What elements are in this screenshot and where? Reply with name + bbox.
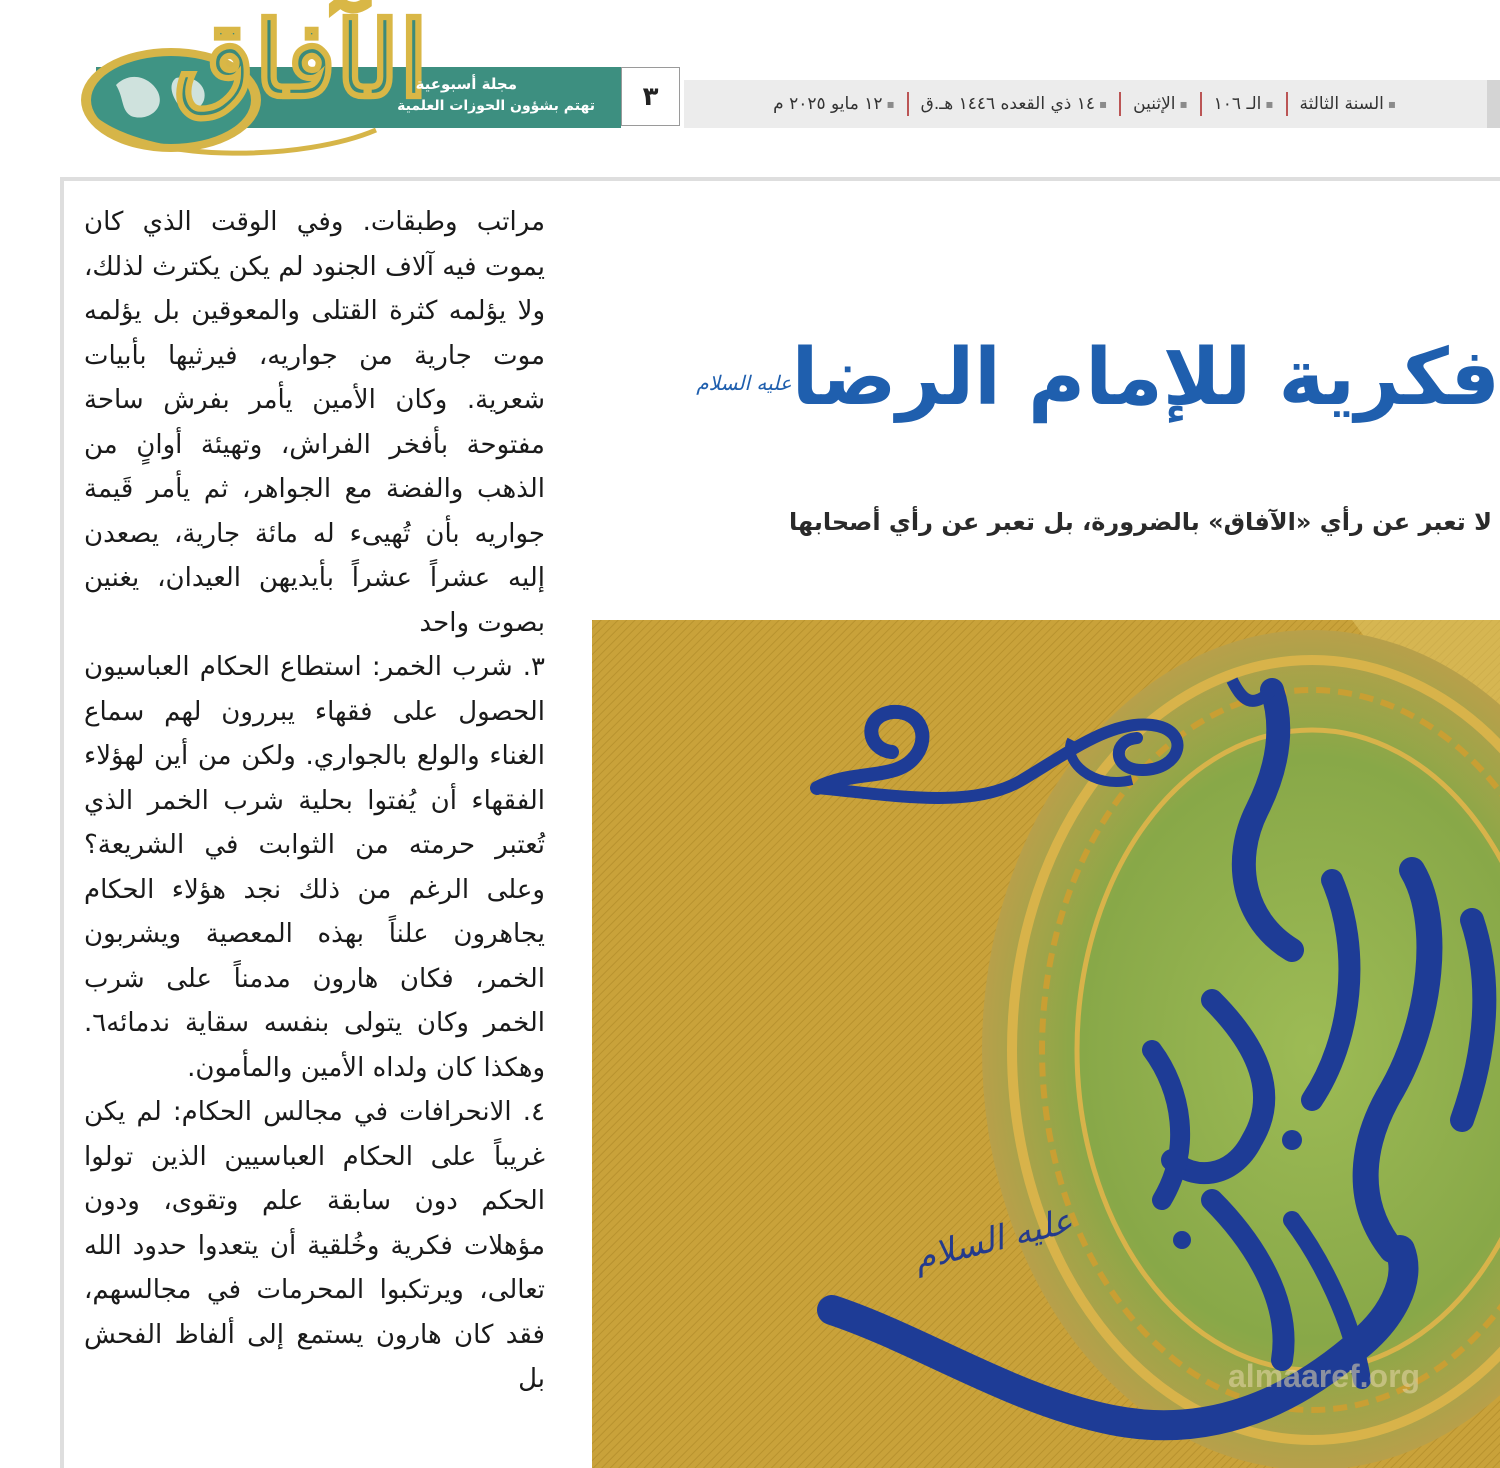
divider [1200,92,1202,116]
article-headline [686,318,1500,438]
article-column [84,200,545,1402]
content-frame-left [60,177,64,1468]
content-frame-top [60,177,1500,181]
info-weekday-label: الإثنين [1133,94,1176,114]
bullet-icon: ▪ [1179,97,1188,111]
bullet-icon: ▪ [1265,97,1274,111]
logo-tagline-2: تهتم بشؤون الحوزات العلمية [397,98,595,114]
disclaimer-text: لا تعبر عن رأي «الآفاق» بالضرورة، بل تعبر عن رأي أصحابها [788,508,1492,536]
info-year-label: السنة الثالثة [1299,94,1384,114]
bullet-icon: ▪ [886,97,895,111]
headline-title: فكرية للإمام الرضا [791,333,1500,423]
article-paragraph: مراتب وطبقات. وفي الوقت الذي كان يموت فيه آلاف الجنود لم يكن يكترث لذلك، ولا يؤلمه كثرة القتلى والمعوقين بل يؤلمه موت جارية من جواريه، فيرثيها بأبيات شعرية. وكان الأمين يأمر بفرش ساحة مفتوحة بأفخر الفراش، وتهيئة أوانٍ من الذهب والفضة مع الجواهر، ثم يأمر قَيمة جواريه بأن تُهيىء له مائة جارية، يصعدن إليه عشراً عشراً بأيديهن العيدان، يغنين بصوت واحد [84,207,545,638]
bullet-icon: ▪ [1387,97,1396,111]
calligraphy-artwork-icon [592,620,1500,1468]
logo-tagline-1: مجلة أسبوعية [415,75,517,93]
info-date-hijri-label: ١٤ ذي القعده ١٤٤٦ هـ.ق [920,94,1096,114]
honorific-icon: عليه السلام [696,371,792,395]
magazine-logo[interactable] [76,0,621,160]
info-year [1300,94,1397,114]
info-issue-label: الـ ١٠٦ [1213,94,1262,114]
bullet-icon: ▪ [1099,97,1108,111]
image-signature: عليه السلام [909,1200,1077,1280]
info-bar-end [1487,80,1500,128]
info-weekday [1133,94,1188,114]
divider [1119,92,1121,116]
page-number: ٣ [621,67,680,126]
logo-wordmark: الآفاق [173,0,429,121]
article-paragraph: ٤. الانحرافات في مجالس الحكام: لم يكن غريباً على الحكام العباسيين الذين تولوا الحكم دون سابقة علم وتقوى، ودون مؤهلات فكرية وخُلقية أن يتعدوا حدود الله تعالى، ويرتكبوا المحرمات في مجالسهم، فقد كان هارون يستمع إلى ألفاظ الفحش بل [84,1097,545,1394]
info-date-hijri [921,94,1108,114]
issue-info-bar [684,80,1500,128]
info-date-gregorian-label: ١٢ مايو ٢٠٢٥ م [773,94,883,114]
divider [907,92,909,116]
article-paragraph: ٣. شرب الخمر: استطاع الحكام العباسيون الحصول على فقهاء يبررون لهم سماع الغناء والولع بالجواري. ولكن من أين لهؤلاء الفقهاء أن يُفتوا بحلية شرب الخمر الذي تُعتبر حرمته من الثوابت في الشريعة؟ وعلى الرغم من ذلك نجد هؤلاء الحكام يجاهرون علناً بهذه المعصية ويشربون الخمر، فكان هارون مدمناً على شرب الخمر وكان يتولى بنفسه سقاية ندمائه٦. وهكذا كان ولداه الأمين والمأمون. [84,652,545,1083]
info-date-gregorian [773,94,894,114]
divider [1286,92,1288,116]
image-watermark: almaaref.org [1228,1358,1421,1394]
info-issue [1214,94,1274,114]
calligraphy-image [592,620,1500,1468]
